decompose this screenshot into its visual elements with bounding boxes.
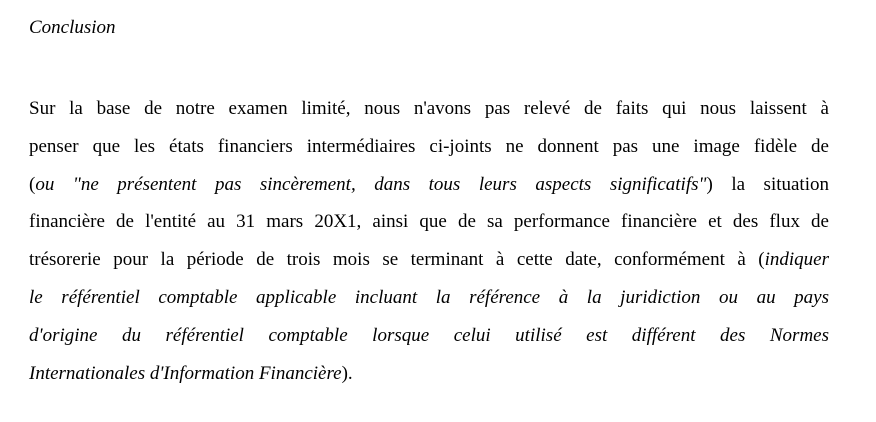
italic-text-segment: ou "ne présentent pas sincèrement, dans tous leurs aspects significatifs" — [35, 173, 707, 195]
text-segment: Sur la base de notre examen limité, nous n'avons pas relevé de faits qui nous laissent à — [29, 98, 829, 119]
conclusion-paragraph — [29, 90, 829, 392]
text-segment: ) la situation — [706, 173, 829, 195]
italic-text-segment: Internationales d'Information Financière — [29, 362, 342, 384]
paragraph-line — [29, 166, 829, 204]
italic-text-segment: d'origine du référentiel comptable lorsque celui utilisé est différent des Normes — [29, 324, 829, 346]
paragraph-line — [29, 355, 829, 393]
paragraph-line — [29, 317, 829, 355]
paragraph-line — [29, 128, 829, 166]
text-segment: ). — [341, 362, 353, 384]
section-heading: Conclusion — [29, 17, 116, 38]
paragraph-line — [29, 203, 829, 241]
paragraph-line — [29, 241, 829, 279]
italic-text-segment: indiquer — [764, 249, 829, 271]
italic-text-segment: le référentiel comptable applicable incluant la référence à la juridiction ou au pays — [29, 286, 829, 308]
text-segment: ( — [29, 173, 36, 195]
text-segment: financière de l'entité au 31 mars 20X1, ainsi que de sa performance financière et des flux de — [29, 211, 829, 233]
text-segment: penser que les états financiers intermédiaires ci-joints ne donnent pas une image fidèle de — [29, 135, 829, 157]
paragraph-line — [29, 90, 829, 128]
text-segment: trésorerie pour la période de trois mois se terminant à cette date, conformément à ( — [29, 249, 765, 271]
paragraph-line — [29, 279, 829, 317]
